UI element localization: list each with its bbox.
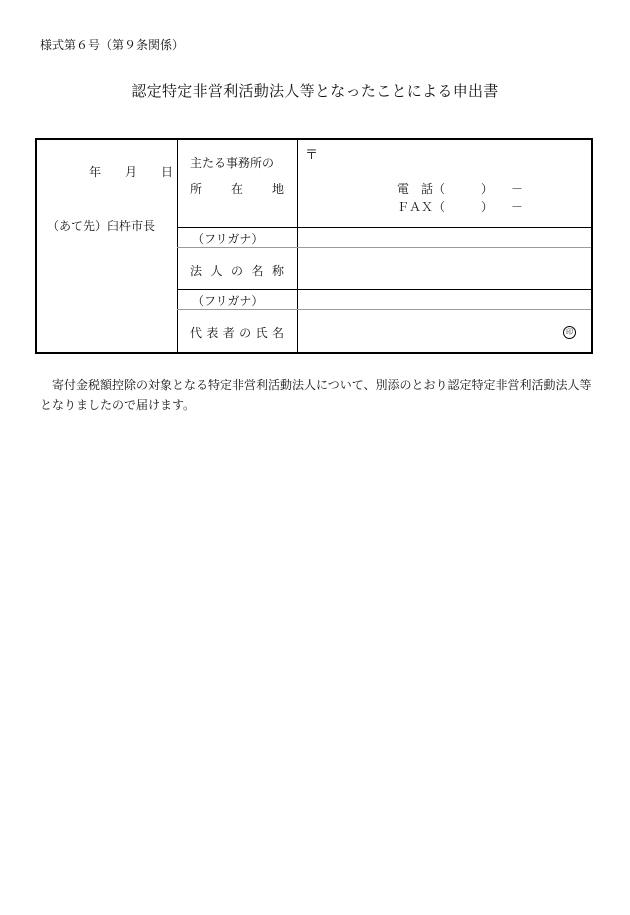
column-divider-2 [297,140,298,352]
phone-label: 電 話（ ） － [397,182,524,196]
furigana-label-2: （フリガナ） [192,294,264,308]
corp-name-label [190,262,284,279]
rep-name-label-char: 名 [271,326,284,340]
date-year-label: 年 [89,165,102,179]
fax-label: ＦＡＸ（ ） － [397,200,524,214]
application-form-table [35,138,593,354]
rep-name-label-char: 者 [222,326,235,340]
rep-name-label-char: 代 [190,326,203,340]
rep-name-label [190,324,284,341]
form-number: 様式第６号（第９条関係） [40,38,185,52]
row-divider-name [177,289,591,290]
address-label-char: 在 [230,182,243,196]
seal-mark-icon: 印 [563,326,576,339]
furigana-label-1: （フリガナ） [192,232,264,246]
rep-name-label-char: 氏 [255,326,268,340]
address-label [190,180,284,197]
row-divider-furigana-1 [177,247,591,248]
corp-name-label-char: 称 [271,264,284,278]
rep-name-label-char: 表 [206,326,219,340]
row-divider-furigana-2 [177,309,591,310]
row-divider-address [177,227,591,228]
document-title: 認定特定非営利活動法人等となったことによる申出書 [131,82,499,100]
address-label-char: 所 [190,182,203,196]
date-day-label: 日 [161,165,174,179]
address-label-char: 地 [271,182,284,196]
corp-name-label-char: の [230,264,243,278]
rep-name-label-char: の [239,326,252,340]
office-label: 主たる事務所の [190,156,275,170]
corp-name-label-char: 名 [251,264,264,278]
addressee: （あて先）臼杵市長 [47,219,156,233]
corp-name-label-char: 人 [210,264,223,278]
date-month-label: 月 [125,165,138,179]
body-text: 寄付金税額控除の対象となる特定非営利活動法人について、別添のとおり認定特定非営利活動法人等となりましたので届けます。 [40,378,592,412]
postal-mark: 〒 [305,148,319,163]
column-divider-1 [177,140,178,352]
corp-name-label-char: 法 [190,264,203,278]
